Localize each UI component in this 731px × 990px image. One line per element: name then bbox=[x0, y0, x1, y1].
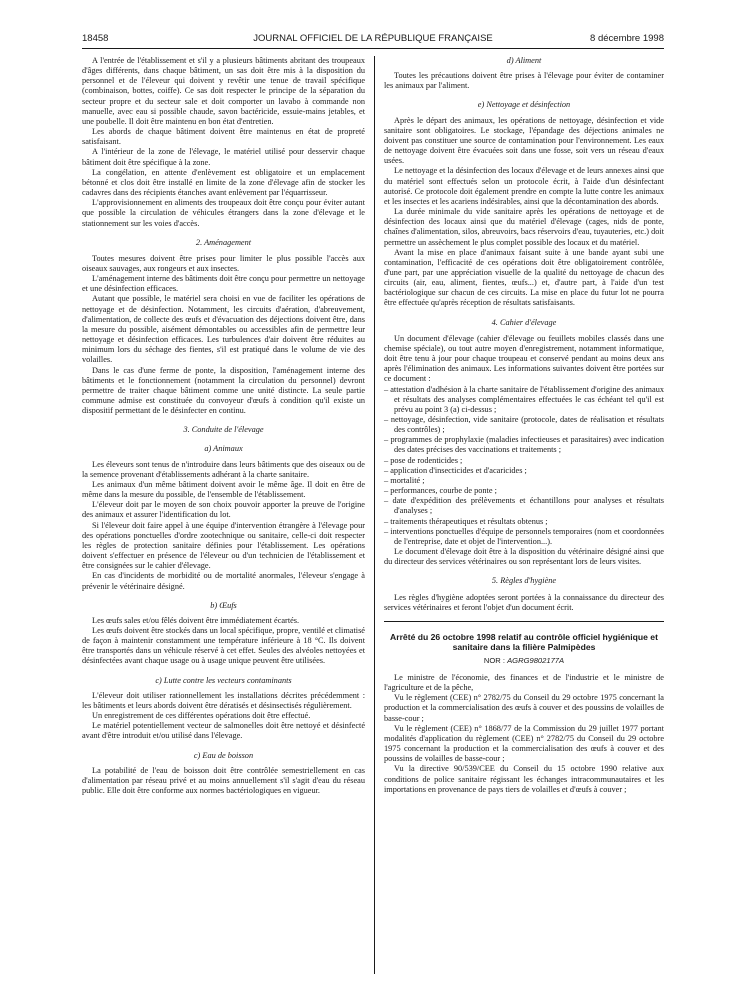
list-item: – attestation d'adhésion à la charte sanitaire de l'établissement d'origine des animaux et résultats des analyses complémentaires effectuées le cas échéant tel qu'il est prévu au point 3 (a) ci-dessus ; bbox=[384, 385, 664, 415]
paragraph: Un document d'élevage (cahier d'élevage ou feuillets mobiles classés dans une chemise spéciale), ou tout autre moyen d'enregistrement, notamment informatique, doit être tenu à jour pour chaque troupeau et conservé pendant au moins deux ans après l'élimination des animaux. Les informations suivantes doivent être portées sur ce document : bbox=[384, 333, 664, 384]
subsection-heading: a) Animaux bbox=[204, 444, 243, 454]
list-item: – programmes de prophylaxie (maladies infectieuses et parasitaires) avec indication des dates précises des vaccinations et traitements ; bbox=[384, 435, 664, 455]
paragraph: L'aménagement interne des bâtiments doit être conçu pour permettre un nettoyage et une désinfection efficaces. bbox=[82, 274, 365, 294]
paragraph: Les œufs doivent être stockés dans un local spécifique, propre, ventilé et climatisé de façon à maintenir constamment une température inférieure à 18 °C. Ils doivent être transportés dans un véhicule réservé à cet effet. Seules des alvéoles nettoyées et désinfectées avant chaque usage ou à usage unique peuvent être utilisées. bbox=[82, 625, 365, 666]
nor-reference bbox=[384, 656, 664, 666]
list-item: – nettoyage, désinfection, vide sanitaire (protocole, dates de réalisation et résultats des contrôles) ; bbox=[384, 415, 664, 435]
header-rule bbox=[82, 48, 664, 49]
information-list bbox=[384, 385, 664, 548]
paragraph: Un enregistrement de ces différentes opérations doit être effectué. bbox=[92, 711, 311, 721]
paragraph: Avant la mise en place d'animaux faisant suite à une bande ayant subi une contamination, l'efficacité de ces opérations doit être obligatoirement contrôlée, d'une part, par une appréciation visuelle de la qualité du nettoyage de chacun des circuits (air, eau, aliment, fientes, œufs...) et, d'autre part, à l'aide d'un test bactériologique sur chacun de ces circuits. La mise en place du futur lot ne pourra être effectuée qu'après réception de résultats satisfaisants. bbox=[384, 247, 664, 308]
left-column bbox=[82, 56, 365, 796]
paragraph: A l'intérieur de la zone de l'élevage, le matériel utilisé pour desservir chaque bâtiment doit être spécifique à la zone. bbox=[82, 147, 365, 167]
section-heading: 4. Cahier d'élevage bbox=[491, 317, 557, 327]
nor-code: AGRG9802177A bbox=[507, 655, 565, 665]
list-item: – traitements thérapeutiques et résultats obtenus ; bbox=[384, 517, 664, 527]
paragraph: Les règles d'hygiène adoptées seront portées à la connaissance du directeur des services vétérinaires et feront l'objet d'un document écrit. bbox=[384, 592, 664, 612]
paragraph: Après le départ des animaux, les opérations de nettoyage, désinfection et vide sanitaire sont obligatoires. Le stockage, l'épandage des déjections animales ne doivent pas constituer une source de contamination pour l'environnement. Les eaux de nettoyage doivent être évacuées soit dans une fosse, soit vers un réseau d'eaux usées. bbox=[384, 115, 664, 166]
paragraph: Toutes mesures doivent être prises pour limiter le plus possible l'accès aux oiseaux sauvages, aux rongeurs et aux insectes. bbox=[82, 253, 365, 273]
paragraph: Les éleveurs sont tenus de n'introduire dans leurs bâtiments que des oiseaux ou de la semence provenant d'établissements adhérant à la charte sanitaire. bbox=[82, 459, 365, 479]
section-heading: 3. Conduite de l'élevage bbox=[183, 425, 264, 435]
paragraph: La congélation, en attente d'enlèvement est obligatoire et un emplacement bétonné et clos doit être installé en limite de la zone d'élevage afin de stocker les cadavres dans des récipients étanches avant enlèvement par l'équarrisseur. bbox=[82, 167, 365, 198]
list-item: – performances, courbe de ponte ; bbox=[384, 486, 664, 496]
subsection-heading: b) Œufs bbox=[210, 600, 237, 610]
journal-title: JOURNAL OFFICIEL DE LA RÉPUBLIQUE FRANÇAISE bbox=[253, 33, 493, 44]
subsection-heading: c) Lutte contre les vecteurs contaminants bbox=[155, 675, 292, 685]
paragraph: La durée minimale du vide sanitaire après les opérations de nettoyage et de désinfection des locaux ainsi que du matériel d'élevage (cages, nids de ponte, chaînes d'alimentation, silos, abreuvoirs, bacs réservoirs d'eau, tuyauteries, etc.) doit permettre un assèchement le plus complet possible des locaux et du matériel. bbox=[384, 207, 664, 247]
list-item: – mortalité ; bbox=[384, 476, 664, 486]
list-item: – application d'insecticides et d'acaricides ; bbox=[384, 466, 664, 476]
paragraph: Dans le cas d'une ferme de ponte, la disposition, l'aménagement interne des bâtiments et le fonctionnement (notamment la circulation du personnel) devront permettre de traiter chaque bâtiment comme une unité distincte. La seule partie commune admise est constituée du convoyeur d'œufs à condition qu'il existe un dispositif permettant de le désinfecter en continu. bbox=[82, 365, 365, 416]
subsection-heading: c) Eau de boisson bbox=[193, 750, 254, 760]
arrete-title: Arrêté du 26 octobre 1998 relatif au contrôle officiel hygiénique et sanitaire dans la filière Palmipèdes bbox=[390, 631, 658, 653]
nor-label: NOR : bbox=[483, 655, 505, 665]
column-divider bbox=[374, 56, 375, 974]
paragraph: L'éleveur doit utiliser rationnellement les installations décrites précédemment : les bâtiments et leurs abords doivent être dératisés et désinsectisés régulièrement. bbox=[82, 690, 365, 710]
right-column bbox=[384, 56, 664, 795]
issue-date: 8 décembre 1998 bbox=[590, 33, 664, 44]
paragraph: Les animaux d'un même bâtiment doivent avoir le même âge. Il doit en être de même dans la mesure du possible, de l'ensemble de l'établissement. bbox=[82, 479, 365, 500]
paragraph: Le matériel potentiellement vecteur de salmonelles doit être nettoyé et désinfecté avant d'être introduit et/ou utilisé dans l'élevage. bbox=[82, 721, 365, 741]
paragraph: En cas d'incidents de morbidité ou de mortalité anormales, l'éleveur s'engage à prévenir le vétérinaire désigné. bbox=[82, 571, 365, 591]
paragraph: Vu le règlement (CEE) n° 1868/77 de la Commission du 29 juillet 1977 portant modalités d'application du règlement (CEE) n° 2782/75 du Conseil du 29 octobre 1975 concernant la production et la commercialisation des œufs à couver et des poussins de volailles de basse-cour ; bbox=[384, 723, 664, 764]
paragraph: Le ministre de l'économie, des finances et de l'industrie et le ministre de l'agriculture et de la pêche, bbox=[384, 672, 664, 693]
paragraph: A l'entrée de l'établissement et s'il y a plusieurs bâtiments abritant des troupeaux d'âges différents, dans chaque bâtiment, un sas doit être mis à la disposition du personnel et de l'éleveur qui doivent y revêtir une tenue de travail spécifique (combinaison, bottes, coiffe). Ce sas doit respecter le principe de la séparation du secteur propre et du secteur sale et doit comporter un lavabo à commande non manuelle, avec eau si possible chaude, savon bactéricide, essuie-mains jetables, et une poubelle. Il doit être maintenu en bon état d'entretien. bbox=[82, 56, 365, 126]
paragraph: Vu la directive 90/539/CEE du Conseil du 15 octobre 1990 relative aux conditions de police sanitaire régissant les échanges intracommunautaires et les importations en provenance de pays tiers de volailles et d'œufs à couver ; bbox=[384, 764, 664, 794]
paragraph: La potabilité de l'eau de boisson doit être contrôlée semestriellement en cas d'alimentation par réseau privé et au moins annuellement s'il s'agit d'eau du réseau public. Elle doit être conforme aux normes bactériologiques en vigueur. bbox=[82, 765, 365, 795]
section-heading: 2. Aménagement bbox=[195, 237, 252, 247]
paragraph: Vu le règlement (CEE) n° 2782/75 du Conseil du 29 octobre 1975 concernant la production et la commercialisation des œufs à couver et des poussins de volailles de basse-cour ; bbox=[384, 693, 664, 723]
list-item: – interventions ponctuelles d'équipe de personnels temporaires (nom et coordonnées de l'entreprise, date et objet de l'intervention...). bbox=[384, 527, 664, 547]
paragraph: Si l'éleveur doit faire appel à une équipe d'intervention étrangère à l'élevage pour des opérations ponctuelles d'ordre zootechnique ou sanitaire, celle-ci doit respecter les règles de protection sanitaire définies pour l'établissement. Les opérations doivent s'effectuer en présence de l'éleveur ou d'un technicien de l'établissement et être consignées sur le cahier d'élevage. bbox=[82, 520, 365, 571]
paragraph: Les œufs sales et/ou fêlés doivent être immédiatement écartés. bbox=[92, 615, 300, 625]
page-header bbox=[82, 33, 664, 49]
list-item: – date d'expédition des prélèvements et échantillons pour analyses et résultats d'analyses ; bbox=[384, 496, 664, 516]
paragraph: Les abords de chaque bâtiment doivent être maintenus en état de propreté satisfaisant. bbox=[82, 127, 365, 147]
paragraph: Le nettoyage et la désinfection des locaux d'élevage et de leurs annexes ainsi que du matériel sont effectués selon un protocole écrit, à l'aide d'un désinfectant autorisé. Ce protocole doit également prendre en compte la lutte contre les animaux et les insectes et les acariens indésirables, ainsi que la décontamination des abords. bbox=[384, 166, 664, 206]
paragraph: Autant que possible, le matériel sera choisi en vue de faciliter les opérations de nettoyage et de désinfection. Notamment, les circuits d'aération, d'abreuvement, d'alimentation, de collecte des œufs et d'évacuation des déjections doivent être, dans la mesure du possible, aisément démontables ou accessibles afin de permettre leur nettoyage et désinfection efficaces. Les turbulences d'air doivent être réduites au minimum lors du séchage des fientes, s'il est pratiqué dans le volume de vie des volailles. bbox=[82, 294, 365, 365]
page-number: 18458 bbox=[82, 33, 109, 44]
separator-rule bbox=[384, 621, 664, 622]
paragraph: L'approvisionnement en aliments des troupeaux doit être conçu pour éviter autant que possible la circulation de véhicules étrangers dans la zone d'élevage et le stationnement sur les voies d'accès. bbox=[82, 198, 365, 228]
paragraph: Le document d'élevage doit être à la disposition du vétérinaire désigné ainsi que du directeur des services vétérinaires ou son représentant lors de leurs visites. bbox=[384, 547, 664, 567]
subsection-heading: d) Aliment bbox=[506, 56, 542, 65]
list-item: – pose de rodenticides ; bbox=[384, 456, 664, 466]
paragraph: L'éleveur doit par le moyen de son choix pouvoir apporter la preuve de l'origine des animaux et assurer l'identification du lot. bbox=[82, 500, 365, 520]
subsection-heading: e) Nettoyage et désinfection bbox=[477, 100, 571, 110]
paragraph: Toutes les précautions doivent être prises à l'élevage pour éviter de contaminer les animaux par l'aliment. bbox=[384, 71, 664, 91]
section-heading: 5. Règles d'hygiène bbox=[491, 576, 557, 586]
